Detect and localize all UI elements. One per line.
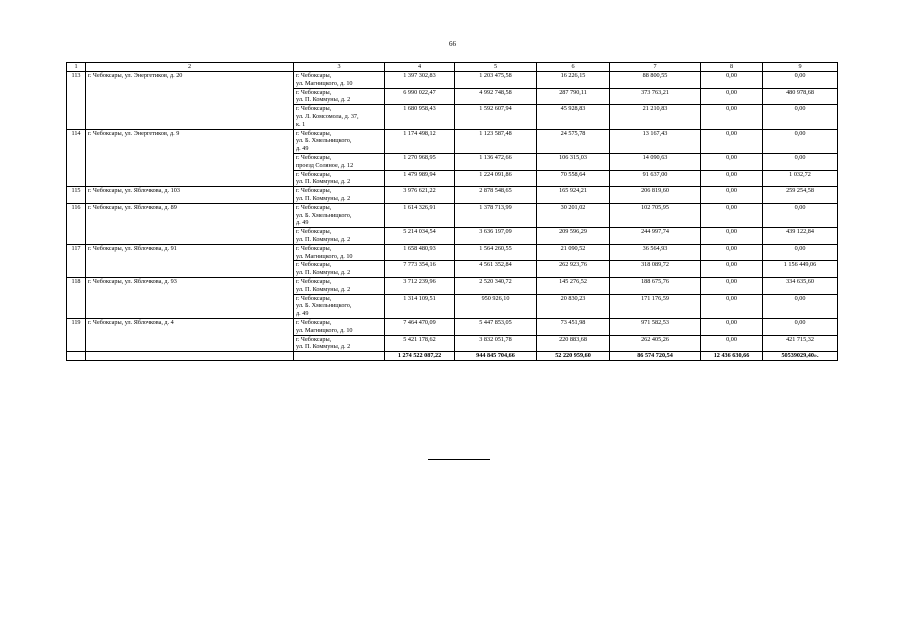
value-cell-c8: 0,00: [701, 228, 763, 245]
value-cell-c7: 373 763,21: [610, 88, 701, 105]
value-cell-c6: 30 201,02: [537, 203, 610, 227]
column-header: 8: [701, 63, 763, 72]
value-cell-c8: 0,00: [701, 203, 763, 227]
source-address: г. Чебоксары, ул. Б. Хмельницкого, д. 49: [294, 129, 385, 153]
value-cell-c4: 1 658 480,93: [385, 244, 455, 261]
value-cell-c6: 73 451,98: [537, 318, 610, 335]
column-header: 6: [537, 63, 610, 72]
object-address: г. Чебоксары, ул. Энергетиков, д. 9: [86, 129, 294, 187]
value-cell-c4: 1 270 968,95: [385, 153, 455, 170]
row-number: 114: [67, 129, 86, 187]
column-header: 2: [86, 63, 294, 72]
value-cell-c7: 318 089,72: [610, 261, 701, 278]
total-empty-cell: [86, 352, 294, 361]
value-cell-c9: 480 978,68: [763, 88, 838, 105]
column-header: 7: [610, 63, 701, 72]
value-cell-c4: 1 680 958,43: [385, 105, 455, 129]
value-cell-c6: 165 924,21: [537, 187, 610, 204]
value-cell-c6: 21 090,52: [537, 244, 610, 261]
value-cell-c4: 1 397 302,83: [385, 72, 455, 89]
column-header: 9: [763, 63, 838, 72]
value-cell-c8: 0,00: [701, 170, 763, 187]
source-address: г. Чебоксары, ул. Магницкого, д. 10: [294, 72, 385, 89]
value-cell-c7: 91 637,00: [610, 170, 701, 187]
value-cell-c6: 20 830,23: [537, 294, 610, 318]
value-cell-c4: 5 421 178,62: [385, 335, 455, 352]
row-number: 117: [67, 244, 86, 277]
total-row: [67, 352, 838, 361]
table-row: [67, 244, 838, 261]
source-address: г. Чебоксары, ул. Б. Хмельницкого, д. 49: [294, 294, 385, 318]
value-cell-c4: 7 464 470,09: [385, 318, 455, 335]
value-cell-c5: 1 203 475,58: [455, 72, 537, 89]
value-cell-c7: 36 564,93: [610, 244, 701, 261]
data-table: [66, 62, 838, 361]
row-number: 113: [67, 72, 86, 130]
value-cell-c8: 0,00: [701, 244, 763, 261]
total-value-c5: 944 845 704,66: [455, 352, 537, 361]
page-number: 66: [449, 40, 456, 48]
source-address: г. Чебоксары, ул. П. Коммуны, д. 2: [294, 187, 385, 204]
column-header: 4: [385, 63, 455, 72]
value-cell-c4: 6 990 022,47: [385, 88, 455, 105]
value-cell-c8: 0,00: [701, 335, 763, 352]
total-value-c4: 1 274 522 087,22: [385, 352, 455, 361]
source-address: г. Чебоксары, ул. Б. Хмельницкого, д. 49: [294, 203, 385, 227]
value-cell-c4: 7 773 354,16: [385, 261, 455, 278]
value-cell-c5: 1 123 587,48: [455, 129, 537, 153]
header-row: [67, 63, 838, 72]
value-cell-c7: 244 997,74: [610, 228, 701, 245]
value-cell-c8: 0,00: [701, 105, 763, 129]
value-cell-c8: 0,00: [701, 153, 763, 170]
value-cell-c8: 0,00: [701, 318, 763, 335]
value-cell-c9: 0,00: [763, 129, 838, 153]
source-address: г. Чебоксары, проезд Соляное, д. 12: [294, 153, 385, 170]
table-row: [67, 129, 838, 153]
value-cell-c7: 88 800,55: [610, 72, 701, 89]
value-cell-c4: 1 614 326,91: [385, 203, 455, 227]
object-address: г. Чебоксары, ул. Яблочкова, д. 103: [86, 187, 294, 204]
value-cell-c5: 1 378 713,99: [455, 203, 537, 227]
source-address: г. Чебоксары, ул. Магницкого, д. 10: [294, 244, 385, 261]
value-cell-c9: 421 715,32: [763, 335, 838, 352]
value-cell-c9: 0,00: [763, 244, 838, 261]
column-header: 3: [294, 63, 385, 72]
table-row: [67, 203, 838, 227]
value-cell-c8: 0,00: [701, 129, 763, 153]
value-cell-c7: 188 675,76: [610, 277, 701, 294]
column-header: 5: [455, 63, 537, 72]
total-empty-cell: [67, 352, 86, 361]
value-cell-c5: 1 224 091,86: [455, 170, 537, 187]
value-cell-c9: 0,00: [763, 153, 838, 170]
value-cell-c4: 3 712 239,96: [385, 277, 455, 294]
value-cell-c6: 262 923,76: [537, 261, 610, 278]
value-cell-c7: 14 090,63: [610, 153, 701, 170]
value-cell-c8: 0,00: [701, 187, 763, 204]
row-number: 119: [67, 318, 86, 351]
total-value-c8: 12 436 630,66: [701, 352, 763, 361]
object-address: г. Чебоксары, ул. Яблочкова, д. 93: [86, 277, 294, 318]
source-address: г. Чебоксары, ул. Магницкого, д. 10: [294, 318, 385, 335]
source-address: г. Чебоксары, ул. П. Коммуны, д. 2: [294, 88, 385, 105]
value-cell-c4: 1 479 989,94: [385, 170, 455, 187]
total-value-c6: 52 220 959,60: [537, 352, 610, 361]
value-cell-c6: 287 790,11: [537, 88, 610, 105]
column-header: 1: [67, 63, 86, 72]
table-row: [67, 318, 838, 335]
total-empty-cell: [294, 352, 385, 361]
value-cell-c6: 45 928,83: [537, 105, 610, 129]
value-cell-c4: 1 314 109,51: [385, 294, 455, 318]
value-cell-c5: 1 564 260,55: [455, 244, 537, 261]
value-cell-c6: 24 575,78: [537, 129, 610, 153]
value-cell-c9: 0,00: [763, 203, 838, 227]
table-row: [67, 277, 838, 294]
value-cell-c5: 1 136 472,66: [455, 153, 537, 170]
value-cell-c6: 16 226,15: [537, 72, 610, 89]
object-address: г. Чебоксары, ул. Яблочкова, д. 89: [86, 203, 294, 244]
value-cell-c9: 0,00: [763, 105, 838, 129]
value-cell-c9: 1 156 449,06: [763, 261, 838, 278]
value-cell-c6: 220 883,68: [537, 335, 610, 352]
value-cell-c9: 259 254,58: [763, 187, 838, 204]
source-address: г. Чебоксары, ул. П. Коммуны, д. 2: [294, 335, 385, 352]
object-address: г. Чебоксары, ул. Яблочкова, д. 4: [86, 318, 294, 351]
value-cell-c9: 334 635,60: [763, 277, 838, 294]
value-cell-c8: 0,00: [701, 294, 763, 318]
value-cell-c9: 439 122,84: [763, 228, 838, 245]
value-cell-c5: 2 878 548,65: [455, 187, 537, 204]
value-cell-c9: 0,00: [763, 72, 838, 89]
value-cell-c7: 262 405,26: [610, 335, 701, 352]
value-cell-c9: 0,00: [763, 294, 838, 318]
value-cell-c6: 209 596,29: [537, 228, 610, 245]
source-address: г. Чебоксары, ул. П. Коммуны, д. 2: [294, 228, 385, 245]
value-cell-c7: 206 819,60: [610, 187, 701, 204]
value-cell-c5: 3 832 051,78: [455, 335, 537, 352]
row-number: 116: [67, 203, 86, 244]
value-cell-c5: 3 636 197,09: [455, 228, 537, 245]
value-cell-c6: 106 315,03: [537, 153, 610, 170]
value-cell-c8: 0,00: [701, 72, 763, 89]
value-cell-c4: 1 174 498,12: [385, 129, 455, 153]
value-cell-c4: 3 976 621,22: [385, 187, 455, 204]
value-cell-c8: 0,00: [701, 261, 763, 278]
value-cell-c5: 1 592 607,94: [455, 105, 537, 129]
source-address: г. Чебоксары, ул. П. Коммуны, д. 2: [294, 277, 385, 294]
row-number: 115: [67, 187, 86, 204]
total-value-c7: 86 574 720,54: [610, 352, 701, 361]
total-value-c9: 50539029,40».: [763, 352, 838, 361]
value-cell-c9: 1 032,72: [763, 170, 838, 187]
table-body: [67, 72, 838, 361]
value-cell-c8: 0,00: [701, 88, 763, 105]
value-cell-c5: 950 926,10: [455, 294, 537, 318]
value-cell-c6: 145 276,52: [537, 277, 610, 294]
value-cell-c5: 5 447 853,05: [455, 318, 537, 335]
object-address: г. Чебоксары, ул. Энергетиков, д. 20: [86, 72, 294, 130]
value-cell-c5: 4 561 352,84: [455, 261, 537, 278]
value-cell-c4: 5 214 034,54: [385, 228, 455, 245]
source-address: г. Чебоксары, ул. Л. Комсомола, д. 37, к. 1: [294, 105, 385, 129]
value-cell-c8: 0,00: [701, 277, 763, 294]
value-cell-c6: 70 558,64: [537, 170, 610, 187]
source-address: г. Чебоксары, ул. П. Коммуны, д. 2: [294, 261, 385, 278]
object-address: г. Чебоксары, ул. Яблочкова, д. 91: [86, 244, 294, 277]
closing-rule: [428, 459, 490, 460]
value-cell-c7: 21 210,83: [610, 105, 701, 129]
value-cell-c5: 2 520 340,72: [455, 277, 537, 294]
table-row: [67, 187, 838, 204]
value-cell-c5: 4 992 748,58: [455, 88, 537, 105]
table-row: [67, 72, 838, 89]
value-cell-c7: 971 582,53: [610, 318, 701, 335]
row-number: 118: [67, 277, 86, 318]
value-cell-c7: 171 176,59: [610, 294, 701, 318]
value-cell-c7: 102 705,95: [610, 203, 701, 227]
value-cell-c9: 0,00: [763, 318, 838, 335]
value-cell-c7: 13 167,43: [610, 129, 701, 153]
source-address: г. Чебоксары, ул. П. Коммуны, д. 2: [294, 170, 385, 187]
